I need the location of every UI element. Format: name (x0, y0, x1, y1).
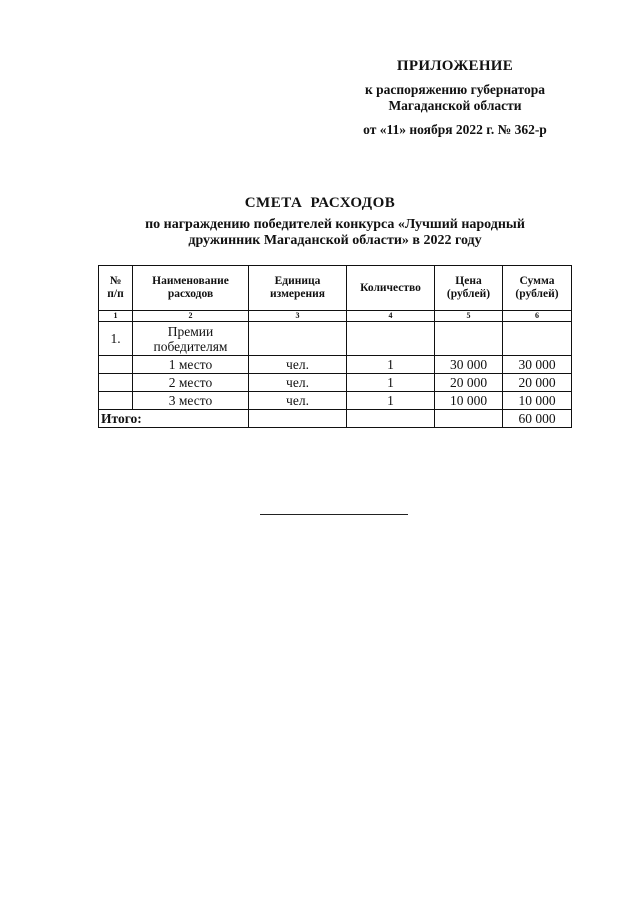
total-row (99, 410, 572, 428)
column-number: 3 (249, 311, 347, 322)
column-number-row (99, 311, 572, 322)
empty-cell (347, 410, 435, 428)
empty-cell (435, 410, 503, 428)
row-name: 2 место (133, 374, 249, 392)
empty-cell (249, 410, 347, 428)
appendix-line-order: к распоряжению губернатора (364, 82, 545, 97)
header-sum: Сумма (рублей) (503, 266, 572, 311)
row-name: 3 место (133, 392, 249, 410)
header-unit: Единица измерения (249, 266, 347, 311)
empty-cell (249, 322, 347, 356)
row-num (99, 392, 133, 410)
empty-cell (347, 322, 435, 356)
appendix-line-region: Магаданской области (388, 98, 522, 113)
header-name: Наименование расходов (133, 266, 249, 311)
table-row (99, 374, 572, 392)
header-num: № п/п (99, 266, 133, 311)
row-unit: чел. (249, 356, 347, 374)
row-sum: 10 000 (503, 392, 572, 410)
row-num (99, 374, 133, 392)
empty-cell (503, 322, 572, 356)
column-number: 6 (503, 311, 572, 322)
subtitle-line-2: дружинник Магаданской области» в 2022 году (188, 233, 482, 248)
appendix-line-date-number: от «11» ноября 2022 г. № 362-р (363, 122, 547, 137)
row-qty: 1 (347, 356, 435, 374)
category-row (99, 322, 572, 356)
table-row (99, 356, 572, 374)
category-num: 1. (99, 322, 133, 356)
category-name: Премии победителям (133, 322, 249, 356)
subtitle-line-1: по награждению победителей конкурса «Лучший народный (145, 217, 525, 232)
estimate-table (98, 265, 572, 428)
appendix-block (320, 58, 590, 138)
document-subtitle (110, 217, 560, 249)
row-qty: 1 (347, 374, 435, 392)
empty-cell (435, 322, 503, 356)
row-price: 30 000 (435, 356, 503, 374)
total-sum: 60 000 (503, 410, 572, 428)
row-sum: 20 000 (503, 374, 572, 392)
row-price: 20 000 (435, 374, 503, 392)
appendix-heading: ПРИЛОЖЕНИЕ (396, 58, 514, 74)
table-header-row (99, 266, 572, 311)
row-price: 10 000 (435, 392, 503, 410)
column-number: 2 (133, 311, 249, 322)
column-number: 1 (99, 311, 133, 322)
table-row (99, 392, 572, 410)
row-qty: 1 (347, 392, 435, 410)
row-name: 1 место (133, 356, 249, 374)
row-num (99, 356, 133, 374)
total-label: Итого: (99, 410, 249, 428)
row-unit: чел. (249, 392, 347, 410)
document-title: СМЕТА РАСХОДОВ (244, 195, 396, 211)
column-number: 5 (435, 311, 503, 322)
column-number: 4 (347, 311, 435, 322)
signature-line (260, 514, 408, 515)
row-unit: чел. (249, 374, 347, 392)
header-price: Цена (рублей) (435, 266, 503, 311)
header-qty: Количество (347, 266, 435, 311)
row-sum: 30 000 (503, 356, 572, 374)
